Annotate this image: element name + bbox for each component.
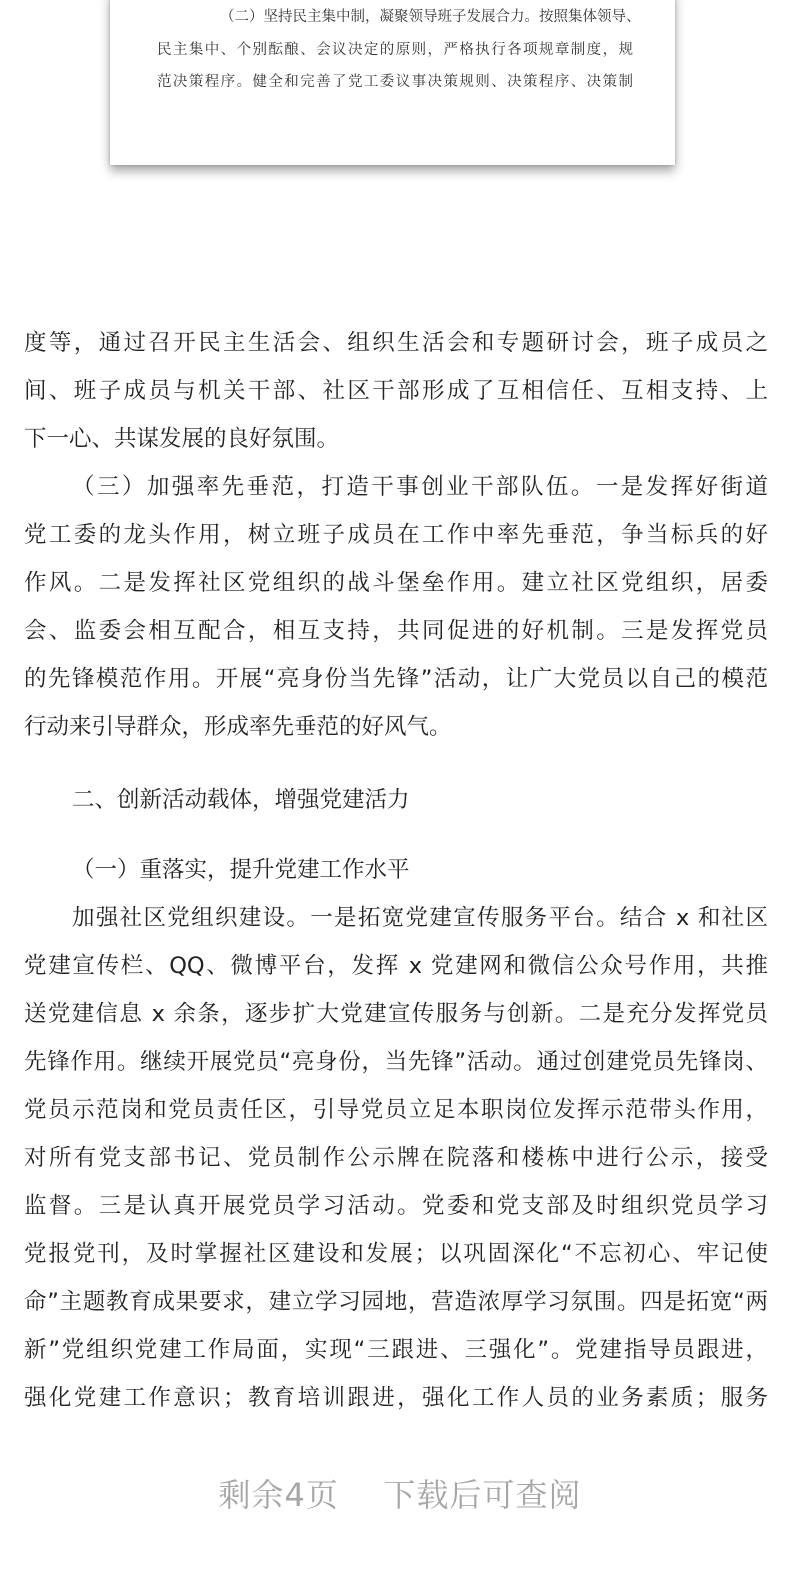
body-line: 行动来引导群众，形成率先垂范的好风气。 — [24, 714, 452, 740]
download-to-view[interactable]: 下载后可查阅 — [383, 1476, 582, 1514]
body-line: 党报党刊，及时掌握社区建设和发展；以巩固深化“不忘初心、牢记使 — [24, 1241, 768, 1267]
subsection-heading: （一）重落实，提升党建工作水平 — [72, 857, 410, 883]
download-prompt[interactable] — [0, 1470, 800, 1516]
card-line: 民主集中、个别酝酿、会议决定的原则，严格执行各项规章制度，规 — [157, 42, 633, 58]
body-line: 对所有党支部书记、党员制作公示牌在院落和楼栋中进行公示，接受 — [24, 1145, 768, 1171]
body-line: 强化党建工作意识；教育培训跟进，强化工作人员的业务素质；服务 — [24, 1385, 768, 1411]
body-line: 加强社区党组织建设。一是拓宽党建宣传服务平台。结合 x 和社区 — [72, 905, 768, 931]
body-line: 党员示范岗和党员责任区，引导党员立足本职岗位发挥示范带头作用， — [24, 1097, 768, 1123]
body-line: 度等，通过召开民主生活会、组织生活会和专题研讨会，班子成员之 — [24, 330, 768, 356]
body-line: 新”党组织党建工作局面，实现“三跟进、三强化”。党建指导员跟进， — [24, 1337, 768, 1363]
section-heading: 二、创新活动载体，增强党建活力 — [72, 787, 410, 813]
preview-page-card — [110, 0, 675, 165]
body-line: 下一心、共谋发展的良好氛围。 — [24, 426, 340, 452]
remaining-pages: 剩余4页 — [218, 1476, 339, 1514]
body-line: 会、监委会相互配合，相互支持，共同促进的好机制。三是发挥党员 — [24, 618, 768, 644]
body-line: 党工委的龙头作用，树立班子成员在工作中率先垂范，争当标兵的好 — [24, 522, 768, 548]
body-line: 监督。三是认真开展党员学习活动。党委和党支部及时组织党员学习 — [24, 1193, 768, 1219]
body-line: 先锋作用。继续开展党员“亮身份，当先锋”活动。通过创建党员先锋岗、 — [24, 1049, 768, 1075]
card-line: 范决策程序。健全和完善了党工委议事决策规则、决策程序、决策制 — [157, 74, 633, 90]
card-line: （二）坚持民主集中制，凝聚领导班子发展合力。按照集体领导、 — [220, 9, 641, 25]
body-line: 间、班子成员与机关干部、社区干部形成了互相信任、互相支持、上 — [24, 378, 768, 404]
body-line: 的先锋模范作用。开展“亮身份当先锋”活动，让广大党员以自己的模范 — [24, 666, 768, 692]
body-line: （三）加强率先垂范，打造干事创业干部队伍。一是发挥好街道 — [72, 474, 768, 500]
body-line: 作风。二是发挥社区党组织的战斗堡垒作用。建立社区党组织，居委 — [24, 570, 768, 596]
body-line: 送党建信息 x 余条，逐步扩大党建宣传服务与创新。二是充分发挥党员 — [24, 1001, 768, 1027]
body-line: 命”主题教育成果要求，建立学习园地，营造浓厚学习氛围。四是拓宽“两 — [24, 1289, 768, 1315]
body-line: 党建宣传栏、QQ、微博平台，发挥 x 党建网和微信公众号作用，共推 — [24, 953, 768, 979]
